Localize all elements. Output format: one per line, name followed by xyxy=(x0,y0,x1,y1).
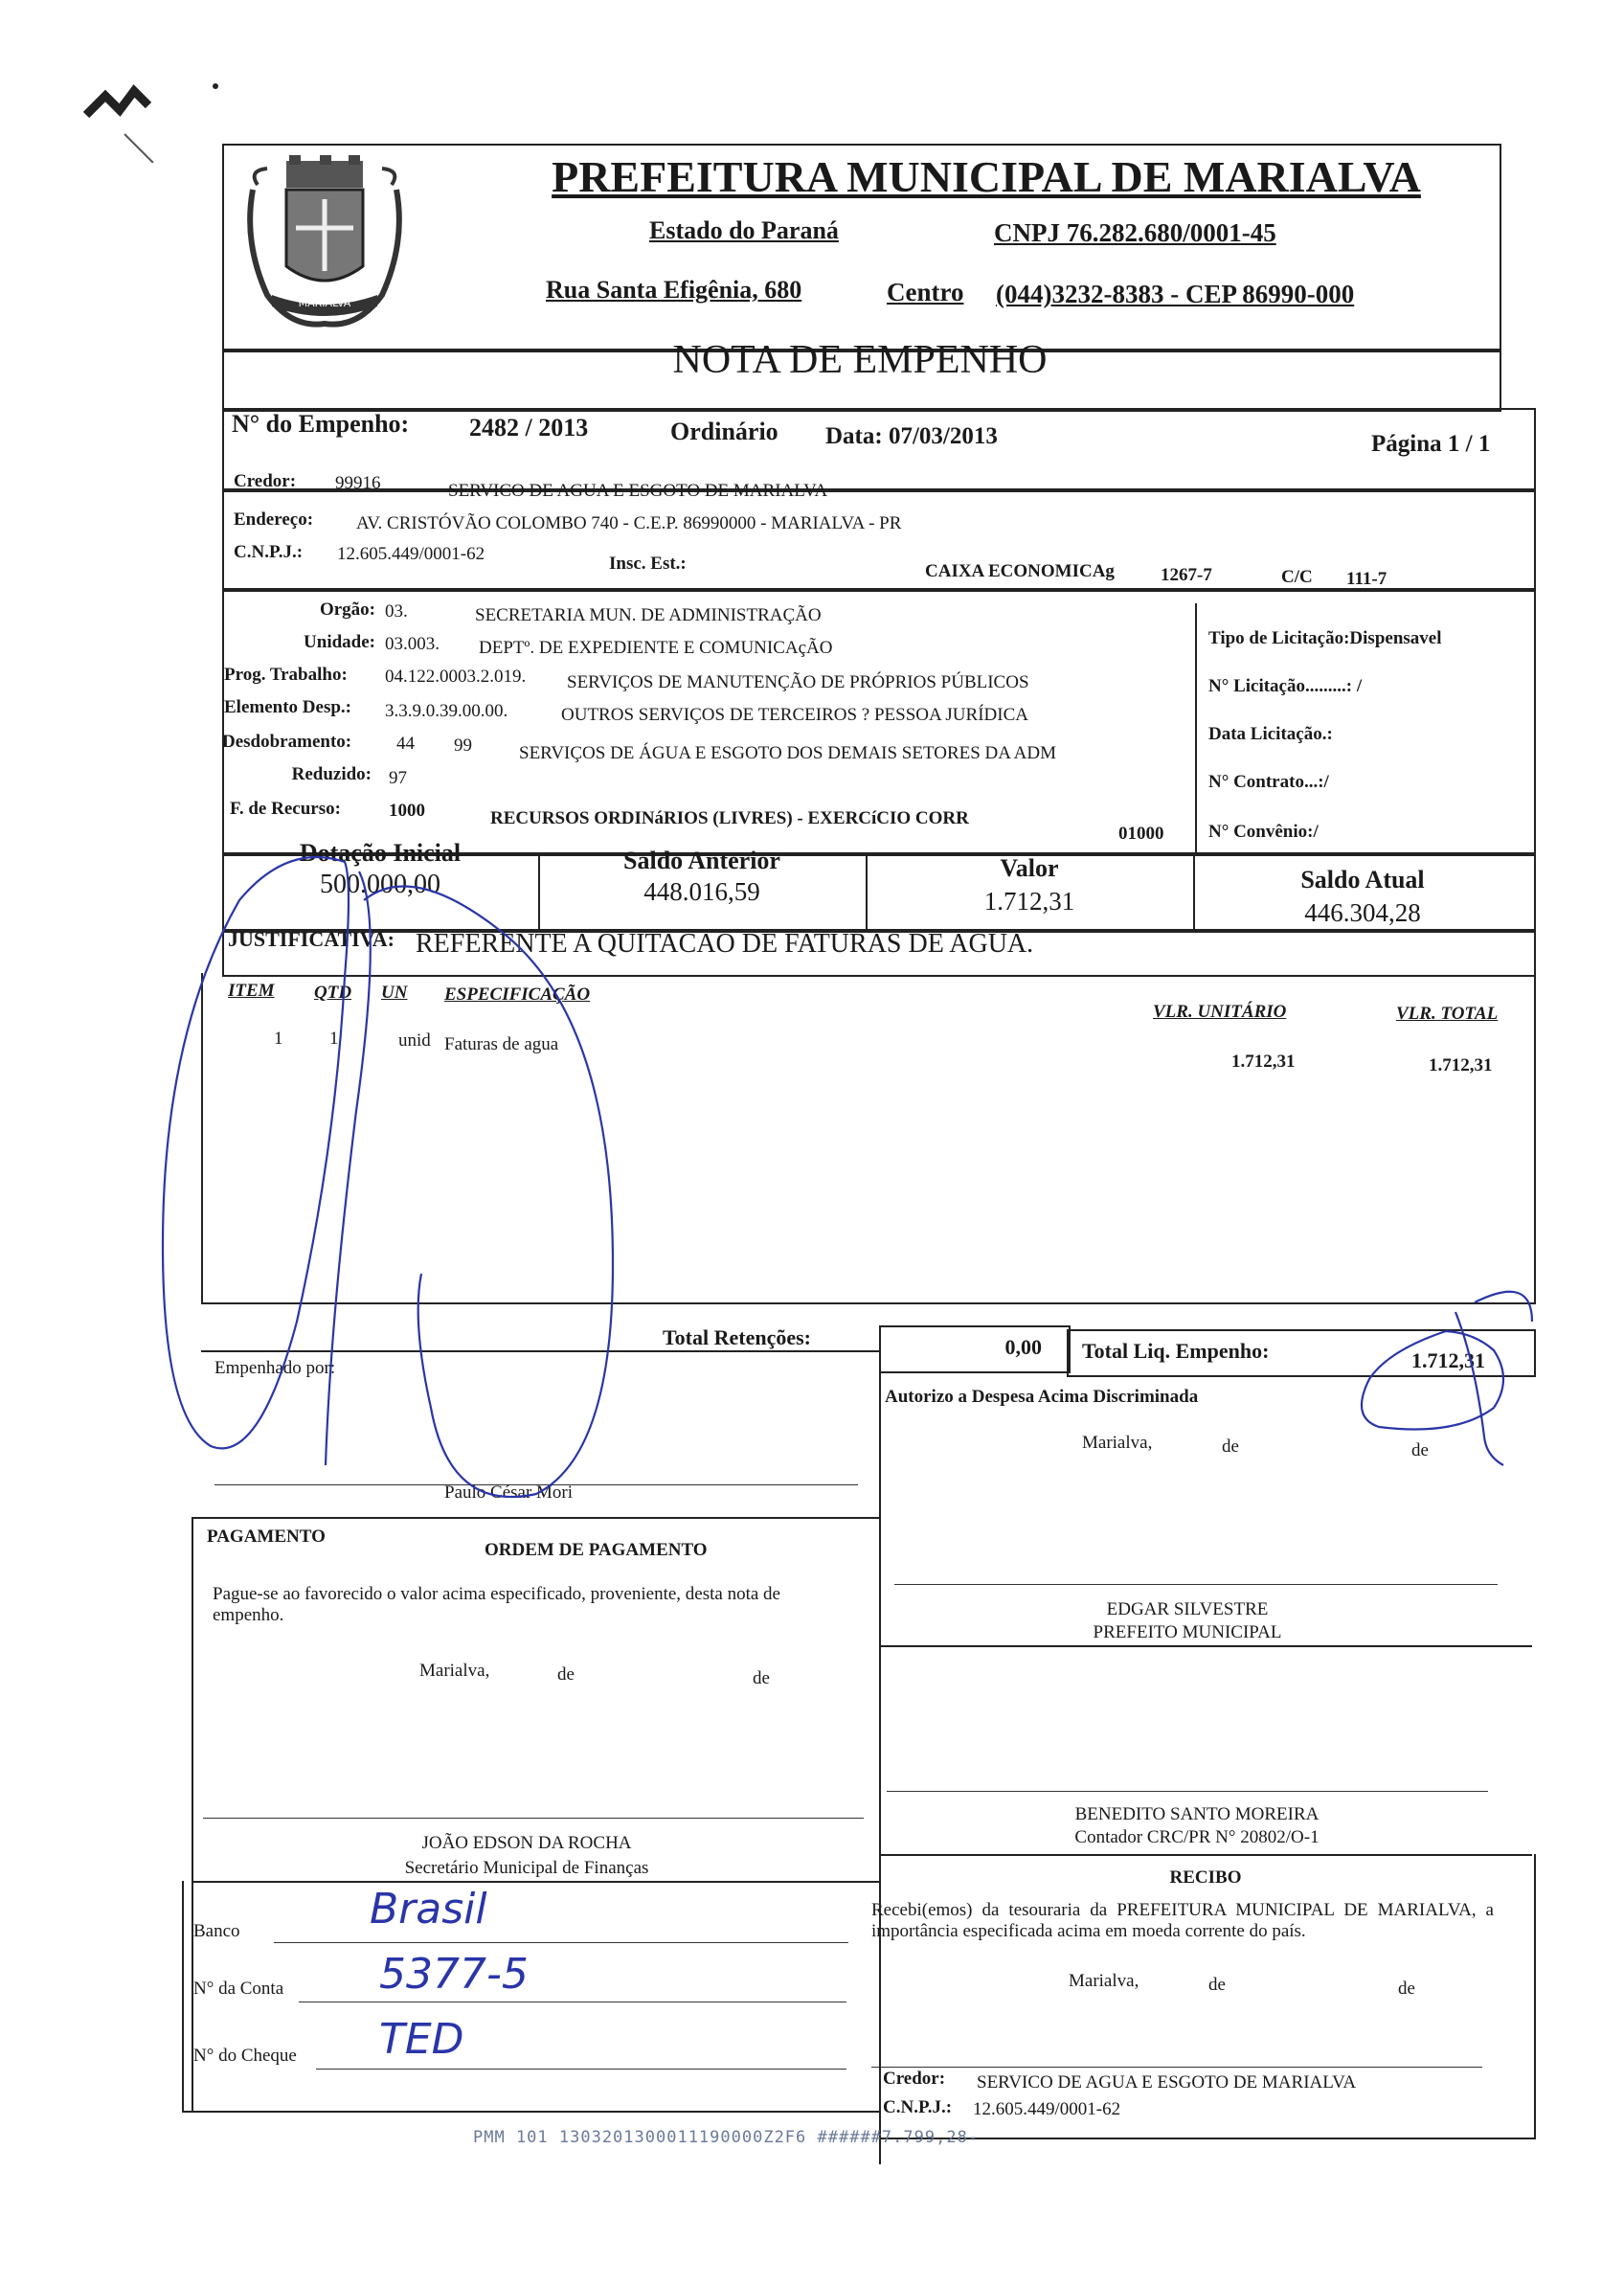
page-title: PREFEITURA MUNICIPAL DE MARIALVA xyxy=(552,152,1421,201)
recibo-place: Marialva, xyxy=(1069,1971,1139,1991)
empenho-date: Data: 07/03/2013 xyxy=(825,423,998,449)
pagamento-place: Marialva, xyxy=(419,1661,490,1681)
autorizo-de-2: de xyxy=(1411,1440,1429,1460)
pagamento-signer-name: JOÃO EDSON DA ROCHA xyxy=(421,1833,632,1853)
items-header-total-value: VLR. TOTAL xyxy=(1396,1004,1499,1024)
autorizo-signer-name: EDGAR SILVESTRE xyxy=(1106,1599,1269,1619)
banco-label: Banco xyxy=(193,1921,240,1941)
page-number: Página 1 / 1 xyxy=(1371,431,1491,457)
justificativa-label: JUSTIFICATIVA: xyxy=(228,927,395,951)
unidade-label: Unidade: xyxy=(304,632,375,652)
empenhado-label: Empenhado por: xyxy=(214,1358,336,1378)
saldo-anterior-value: 448.016,59 xyxy=(643,877,760,906)
contador-name: BENEDITO SANTO MOREIRA xyxy=(1074,1804,1320,1824)
desdob-sub: 99 xyxy=(454,735,472,756)
autorizo-label: Autorizo a Despesa Acima Discriminada xyxy=(885,1387,1199,1407)
cheque-label: N° do Cheque xyxy=(193,2046,297,2066)
item-row-item: 1 xyxy=(274,1029,283,1049)
licitacao-convenio: N° Convênio:/ xyxy=(1208,822,1319,842)
licitacao-tipo: Tipo de Licitação:Dispensavel xyxy=(1208,628,1442,648)
empenho-type: Ordinário xyxy=(670,418,778,445)
licitacao-numero: N° Licitação.........: / xyxy=(1208,676,1363,696)
orgao-label: Orgão: xyxy=(319,600,375,620)
state-name: Estado do Paraná xyxy=(649,216,839,244)
pagamento-signer-role: Secretário Municipal de Finanças xyxy=(404,1858,649,1878)
reduzido-value: 97 xyxy=(389,768,407,788)
credor-agency: 1267-7 xyxy=(1161,565,1212,585)
credor-bank: CAIXA ECONOMICAg xyxy=(925,561,1115,581)
banco-handwritten: Brasil xyxy=(370,1885,487,1934)
justificativa-text: REFERENTE A QUITACAO DE FATURAS DE AGUA. xyxy=(416,929,1034,959)
cheque-handwritten: TED xyxy=(379,2015,464,2064)
items-header-un: UN xyxy=(381,983,408,1003)
unidade-code: 03.003. xyxy=(385,634,440,654)
elemento-code: 3.3.9.0.39.00.00. xyxy=(385,701,508,721)
credor-insc-label: Insc. Est.: xyxy=(609,554,687,574)
recibo-credor-label: Credor: xyxy=(883,2069,946,2089)
checkmark-stroke xyxy=(1455,1292,1532,1465)
credor-cc-label: C/C xyxy=(1281,567,1313,587)
total-liquido-label: Total Liq. Empenho: xyxy=(1082,1339,1270,1363)
desdob-code: 44 xyxy=(396,734,415,754)
autorizo-place: Marialva, xyxy=(1082,1433,1153,1453)
prog-label: Prog. Trabalho: xyxy=(224,665,348,685)
empenho-number-label: N° do Empenho: xyxy=(232,410,410,438)
credor-cc: 111-7 xyxy=(1346,569,1387,589)
item-row-qtd: 1 xyxy=(329,1029,339,1049)
recibo-cnpj: 12.605.449/0001-62 xyxy=(973,2099,1121,2119)
conta-label: N° da Conta xyxy=(193,1979,284,1999)
items-header-item: ITEM xyxy=(228,981,275,1001)
item-row-total-value: 1.712,31 xyxy=(1429,1055,1493,1075)
signature-loop-left xyxy=(163,857,352,1448)
desdob-name: SERVIÇOS DE ÁGUA E ESGOTO DOS DEMAIS SETORES DA ADM xyxy=(519,743,1056,763)
recibo-label: RECIBO xyxy=(1169,1867,1242,1888)
credor-cnpj-label: C.N.P.J.: xyxy=(234,542,304,562)
dotacao-label: Dotação Inicial xyxy=(299,839,462,867)
total-liquido-value: 1.712,31 xyxy=(1411,1348,1485,1372)
pagamento-label: PAGAMENTO xyxy=(207,1527,326,1547)
recibo-de-2: de xyxy=(1398,1979,1415,1999)
municipal-cnpj: CNPJ 76.282.680/0001-45 xyxy=(994,218,1276,247)
empenhado-signer: Paulo César Mori xyxy=(444,1482,574,1503)
municipal-phone-cep: (044)3232-8383 - CEP 86990-000 xyxy=(996,280,1355,308)
licitacao-data: Data Licitação.: xyxy=(1208,724,1333,744)
pagamento-de-1: de xyxy=(557,1664,575,1685)
svg-text:MARIALVA: MARIALVA xyxy=(298,297,351,309)
autorizo-signer-role: PREFEITO MUNICIPAL xyxy=(1093,1622,1282,1642)
licitacao-contrato: N° Contrato...:/ xyxy=(1208,772,1329,792)
saldo-atual-label: Saldo Atual xyxy=(1300,866,1425,894)
orgao-name: SECRETARIA MUN. DE ADMINISTRAÇÃO xyxy=(475,605,822,625)
elemento-name: OUTROS SERVIÇOS DE TERCEIROS ? PESSOA JURÍDICA xyxy=(561,705,1028,725)
item-row-spec: Faturas de agua xyxy=(444,1034,559,1054)
credor-name: SERVICO DE AGUA E ESGOTO DE MARIALVA xyxy=(448,481,828,501)
fonte-name: RECURSOS ORDINáRIOS (LIVRES) - EXERCíCIO CORR xyxy=(490,808,969,828)
signature-loop-center xyxy=(364,886,613,1497)
unidade-name: DEPTº. DE EXPEDIENTE E COMUNICAçÃO xyxy=(479,638,833,658)
municipal-district: Centro xyxy=(887,278,964,306)
recibo-credor: SERVICO DE AGUA E ESGOTO DE MARIALVA xyxy=(977,2072,1357,2093)
total-retencoes-value: 0,00 xyxy=(1004,1335,1042,1359)
saldo-anterior-label: Saldo Anterior xyxy=(623,847,780,874)
credor-label-text: Credor: xyxy=(234,471,297,491)
credor-address: AV. CRISTÓVÃO COLOMBO 740 - C.E.P. 86990000 - MARIALVA - PR xyxy=(356,513,902,533)
elemento-label: Elemento Desp.: xyxy=(224,697,351,717)
total-retencoes-label: Total Retenções: xyxy=(663,1325,811,1349)
municipal-address: Rua Santa Efigênia, 680 xyxy=(546,276,802,304)
valor-label: Valor xyxy=(1000,854,1059,882)
signature-stroke xyxy=(326,871,371,1465)
item-row-un: unid xyxy=(398,1030,431,1051)
ordem-pagamento-label: ORDEM DE PAGAMENTO xyxy=(485,1540,708,1560)
item-row-unit-value: 1.712,31 xyxy=(1231,1052,1296,1072)
reduzido-label: Reduzido: xyxy=(291,764,372,784)
fonte-sub: 01000 xyxy=(1118,824,1164,844)
prog-code: 04.122.0003.2.019. xyxy=(385,667,527,687)
credor-address-label: Endereço: xyxy=(234,509,314,530)
items-header-qtd: QTD xyxy=(314,983,352,1003)
saldo-atual-value: 446.304,28 xyxy=(1304,898,1421,927)
valor-value: 1.712,31 xyxy=(983,887,1075,916)
prog-name: SERVIÇOS DE MANUTENÇÃO DE PRÓPRIOS PÚBLICOS xyxy=(567,672,1029,692)
contador-role: Contador CRC/PR N° 20802/O-1 xyxy=(1074,1827,1320,1847)
pagamento-de-2: de xyxy=(753,1668,770,1688)
credor-cnpj: 12.605.449/0001-62 xyxy=(337,544,485,564)
empenho-number: 2482 / 2013 xyxy=(469,414,589,441)
orgao-code: 03. xyxy=(385,601,408,622)
fonte-code: 1000 xyxy=(389,801,425,821)
items-header-unit-value: VLR. UNITÁRIO xyxy=(1153,1002,1287,1022)
recibo-text: Recebi(emos) da tesouraria da PREFEITURA MUNICIPAL DE MARIALVA, a importância especificada acima em moeda corrente do país. xyxy=(871,1900,1494,1941)
desdob-label: Desdobramento: xyxy=(222,732,352,752)
items-header-spec: ESPECIFICAÇÃO xyxy=(444,984,591,1005)
recibo-de-1: de xyxy=(1208,1975,1226,1995)
conta-handwritten: 5377-5 xyxy=(379,1950,529,1999)
doc-title: NOTA DE EMPENHO xyxy=(672,338,1048,382)
pagamento-text: Pague-se ao favorecido o valor acima especificado, proveniente, desta nota de empenho. xyxy=(213,1584,780,1625)
mechanical-stamp: PMM 101 1303201300011190000Z2F6 ######7.799,28- xyxy=(473,2128,980,2147)
autorizo-de-1: de xyxy=(1222,1437,1239,1457)
fonte-label: F. de Recurso: xyxy=(230,799,341,819)
dotacao-value: 500.000,00 xyxy=(320,870,440,899)
recibo-cnpj-label: C.N.P.J.: xyxy=(883,2097,953,2117)
credor-code: 99916 xyxy=(335,473,381,493)
